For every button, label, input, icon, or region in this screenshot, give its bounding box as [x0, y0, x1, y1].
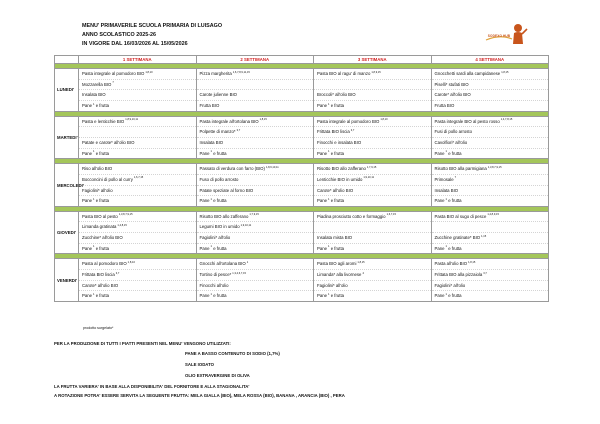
- dish-name: Frittata BIO alla pizzaiola: [434, 272, 483, 278]
- dish-line: [314, 270, 431, 281]
- dish-name: Pasta all'olio BIO: [434, 261, 468, 267]
- dish-line: [314, 149, 431, 159]
- dish-line: [432, 196, 549, 206]
- dish-line: [314, 175, 431, 186]
- dish-line: [432, 80, 549, 91]
- allergen-codes: 1,9,10,11: [240, 224, 252, 228]
- dish-line: [197, 270, 314, 281]
- day-row: [55, 116, 549, 158]
- dish-name: Pane: [82, 293, 93, 299]
- dish-line: [79, 127, 196, 138]
- dish-line: [79, 244, 196, 254]
- dish-name: Fagiolini* all'olio: [317, 282, 348, 288]
- dish-suffix: e frutta: [212, 293, 227, 299]
- dish-line: [79, 186, 196, 197]
- week-header: 1 SETTIMANA: [79, 56, 197, 64]
- dish-line: [197, 90, 314, 101]
- dish-line: [197, 233, 314, 244]
- week-header: 3 SETTIMANA: [314, 56, 432, 64]
- dish-name: Pasta integrale all'ortolana BIO: [199, 118, 259, 124]
- dish-line: [314, 90, 431, 101]
- dish-line: [197, 281, 314, 292]
- day-row: [55, 211, 549, 253]
- dish-line: [314, 212, 431, 223]
- allergen-codes: 1: [445, 292, 447, 296]
- menu-cell: [431, 211, 549, 253]
- menu-cell: [196, 164, 314, 206]
- day-label: MARTEDI': [55, 116, 79, 158]
- allergen-codes: 1,6,7,15: [386, 213, 396, 217]
- allergen-codes: 1: [93, 245, 95, 249]
- dish-line: [314, 164, 431, 175]
- dish-line: [314, 69, 431, 80]
- allergen-codes: 3,7: [483, 271, 487, 275]
- dish-line: [79, 196, 196, 206]
- dish-line: [79, 138, 196, 149]
- dish-line: [314, 127, 431, 138]
- dish-name: Patate speziate al forno BIO: [199, 187, 254, 193]
- dish-name: Pasta BIO al sugo di pesce: [434, 213, 487, 219]
- allergen-codes: 1: [93, 102, 95, 106]
- dish-name: Pasta integrale al pomodoro BIO: [317, 118, 380, 124]
- weekly-menu-table: [54, 55, 549, 302]
- dish-name: Pasta integrale BIO al pesto rosso: [434, 118, 500, 124]
- dish-suffix: e frutta: [329, 245, 345, 251]
- allergen-codes: 1: [328, 197, 330, 201]
- dish-line: [197, 259, 314, 270]
- day-label: VENERDI': [55, 259, 79, 301]
- allergen-codes: 1: [328, 150, 330, 154]
- menu-cell: [79, 211, 197, 253]
- dish-name: Piadina prosciutto cotto e formaggio: [317, 213, 386, 219]
- dish-name: Tortino di pesce*: [199, 272, 232, 278]
- day-label: MERCOLEDI': [55, 164, 79, 206]
- ingredient-item: SALE IODATO: [185, 362, 214, 367]
- dish-name: Zucchine gratinate* BIO: [434, 235, 481, 241]
- dish-name: Mozzarella BIO: [82, 81, 112, 87]
- dish-name: Risotto BIO alla parmigiana: [434, 166, 487, 172]
- dish-name: Frutta BIO: [199, 102, 220, 108]
- allergen-codes: 1,8,15: [357, 261, 365, 265]
- allergen-codes: 1: [445, 150, 447, 154]
- dish-name: Limanda gratinata: [82, 224, 117, 230]
- dish-name: Pane: [199, 245, 210, 251]
- allergen-codes: 1,8,15: [259, 118, 267, 122]
- week-header: 2 SETTIMANA: [196, 56, 314, 64]
- dish-line: [197, 164, 314, 175]
- menu-title: MENU' PRIMAVERILE SCUOLA PRIMARIA DI LUISAGO: [82, 23, 223, 29]
- menu-cell: [431, 259, 549, 301]
- dish-line: [79, 233, 196, 244]
- dish-name: Risotto BIO allo zafferano: [199, 213, 249, 219]
- dish-line: [79, 270, 196, 281]
- dish-suffix: e frutta: [94, 150, 110, 156]
- dish-name: Finocchi all'olio: [199, 282, 229, 288]
- menu-cell: [431, 69, 549, 111]
- dish-name: Passato di verdura con farro (BIO): [199, 166, 265, 172]
- dish-name: Bocconcini di pollo al curry: [82, 176, 133, 182]
- dish-suffix: e frutta: [447, 150, 462, 156]
- dish-name: Pane: [317, 102, 328, 108]
- dish-name: Carote* all'olio BIO: [317, 187, 354, 193]
- dish-suffix: e frutta: [94, 245, 110, 251]
- validity-period: IN VIGORE DAL 16/03/2026 AL 15/05/2026: [82, 41, 188, 47]
- logo-text: SODEXO HUB: [487, 34, 511, 38]
- dish-suffix: e frutta: [94, 293, 110, 299]
- dish-name: Broccoli* all'olio BIO: [317, 92, 356, 98]
- dish-line: [432, 270, 549, 281]
- dish-line: [79, 149, 196, 159]
- allergen-codes: 1,7,9,15: [366, 165, 377, 169]
- dish-line: [79, 259, 196, 270]
- allergen-codes: 1,4,8,9,15: [487, 213, 499, 217]
- dish-line: [79, 101, 196, 111]
- frozen-note: prodotto surgelato*: [83, 326, 114, 330]
- allergen-codes: 1: [93, 197, 95, 201]
- allergen-codes: 1,8,10: [127, 261, 135, 265]
- dish-line: [432, 127, 549, 138]
- allergen-codes: 1,4,7,8,15: [500, 118, 513, 122]
- dish-name: Cavolfiori* all'olio: [434, 139, 468, 145]
- dish-line: [432, 212, 549, 223]
- allergen-codes: 1: [210, 197, 212, 201]
- allergen-codes: 1,9,10,11: [363, 176, 375, 180]
- allergen-codes: 1,15: [481, 234, 487, 238]
- dish-name: Carote* all'olio BIO: [434, 92, 471, 98]
- dish-name: Frittata BIO liscia: [317, 129, 350, 135]
- allergen-codes: 1: [328, 292, 330, 296]
- fruit-note-2: A ROTAZIONE POTRA' ESSERE SERVITA LA SEGUENTE FRUTTA: MELA GIALLA (BIO), MELA ROSSA (BIO), BANANA , ARANCIA (BIO) , PERA: [54, 393, 345, 398]
- dish-line: [432, 244, 549, 254]
- dish-line: [432, 101, 549, 111]
- allergen-codes: 1: [328, 102, 330, 106]
- dish-name: Insalata BIO: [199, 139, 224, 145]
- allergen-codes: 1,3,8,7,9,15: [487, 165, 502, 169]
- dish-line: [197, 138, 314, 149]
- dish-suffix: e frutta: [94, 198, 110, 204]
- dish-name: Patate e carote* all'olio BIO: [82, 139, 135, 145]
- dish-line: [314, 101, 431, 111]
- dish-line: [432, 175, 549, 186]
- dish-suffix: e frutta: [212, 245, 227, 251]
- day-row: [55, 164, 549, 206]
- dish-line: [79, 222, 196, 233]
- dish-name: Limanda* alla livornese: [317, 272, 362, 278]
- fruit-note-1: LA FRUTTA VARIERA' IN BASE ALLA DISPONIBILITA' DEL FORNITORE E ALLA STAGIONALITA': [54, 384, 250, 389]
- day-label: LUNEDI': [55, 69, 79, 111]
- allergen-codes: 1,8,10: [145, 70, 153, 74]
- ingredient-item: OLIO EXTRAVERGINE DI OLIVA: [185, 373, 250, 378]
- dish-name: Pasta BIO agli aromi: [317, 261, 357, 267]
- dish-name: Pasta e lenticchie BIO: [82, 118, 125, 124]
- menu-cell: [196, 116, 314, 158]
- dish-line: [197, 291, 314, 301]
- dish-line: [432, 138, 549, 149]
- allergen-codes: 1,8,9,15: [371, 70, 381, 74]
- dish-line: [432, 186, 549, 197]
- menu-cell: [314, 259, 432, 301]
- dish-suffix: e frutta: [212, 198, 227, 204]
- day-label: GIOVEDI': [55, 211, 79, 253]
- menu-cell: [314, 69, 432, 111]
- week-header-row: [55, 56, 549, 64]
- dish-name: Pane: [317, 245, 328, 251]
- dish-name: Frittata BIO liscia: [82, 272, 115, 278]
- dish-line: [314, 196, 431, 206]
- dish-suffix: e frutta: [447, 245, 462, 251]
- dish-line: [432, 90, 549, 101]
- allergen-codes: 3,7: [350, 128, 355, 132]
- allergen-codes: 1,8,15: [468, 261, 476, 265]
- menu-cell: [79, 69, 197, 111]
- dish-name: Pane: [434, 245, 445, 251]
- dish-line: [197, 175, 314, 186]
- dish-name: Pizza margherita: [199, 71, 232, 77]
- dish-name: Pane: [199, 150, 210, 156]
- dish-suffix: e frutta: [94, 102, 110, 108]
- dish-line: [197, 149, 314, 159]
- dish-line: [314, 259, 431, 270]
- allergen-codes: 1,7,9,15: [249, 213, 259, 217]
- dish-suffix: e frutta: [329, 150, 345, 156]
- dish-name: Carote* all'olio BIO: [82, 282, 119, 288]
- allergen-codes: 1: [246, 261, 249, 265]
- dish-name: Pane: [317, 198, 328, 204]
- dish-name: Pane: [317, 150, 328, 156]
- dish-line: [432, 69, 549, 80]
- dish-name: Pasta integrale al pomodoro BIO: [82, 71, 145, 77]
- dish-name: Pane: [199, 293, 210, 299]
- allergen-codes: 1,8,10: [380, 118, 388, 122]
- allergen-codes: 1,4,8,15: [117, 224, 127, 228]
- allergen-codes: 1,8,9,10,11: [265, 165, 279, 169]
- dish-line: [314, 291, 431, 301]
- dish-name: Risotto BIO allo zafferano: [317, 166, 366, 172]
- dish-line: [314, 222, 431, 233]
- dish-name: Gnocchetti sardi alla campidanese: [434, 71, 501, 77]
- menu-cell: [79, 164, 197, 206]
- allergen-codes: 3,7: [236, 128, 241, 132]
- dish-name: Legumi BIO in umido: [199, 224, 240, 230]
- dish-name: Pane: [82, 245, 93, 251]
- dish-name: Pane: [434, 150, 445, 156]
- dish-suffix: e frutta: [329, 198, 345, 204]
- menu-cell: [196, 259, 314, 301]
- dish-name: Insalata BIO: [434, 187, 459, 193]
- dish-line: [314, 244, 431, 254]
- dish-line: [79, 164, 196, 175]
- dish-name: Pasta BIO al pesto: [82, 213, 118, 219]
- dish-line: [79, 90, 196, 101]
- menu-cell: [79, 259, 197, 301]
- dish-line: [197, 212, 314, 223]
- dish-name: Polpette di manzo*: [199, 129, 236, 135]
- menu-cell: [431, 116, 549, 158]
- dish-line: [79, 69, 196, 80]
- dish-name: Pane: [82, 102, 93, 108]
- allergen-codes: 1: [93, 150, 95, 154]
- week-header: 4 SETTIMANA: [431, 56, 549, 64]
- dish-name: Zucchine* all'olio BIO: [82, 235, 123, 241]
- dish-line: [197, 244, 314, 254]
- dish-line: [79, 281, 196, 292]
- ingredient-item: PANE A BASSO CONTENUTO DI SODIO (1,7%): [185, 351, 280, 356]
- dish-name: Fagiolini* all'olio: [199, 235, 231, 241]
- allergen-codes: 1,8,9,10,11: [125, 118, 139, 122]
- dish-line: [197, 117, 314, 128]
- menu-cell: [79, 116, 197, 158]
- day-row: [55, 259, 549, 301]
- menu-cell: [431, 164, 549, 206]
- dish-suffix: e frutta: [329, 293, 345, 299]
- dish-name: Pane: [317, 293, 328, 299]
- dish-name: Pasta BIO al ragu' di manzo: [317, 71, 371, 77]
- allergen-codes: 1: [210, 292, 212, 296]
- dish-name: Piselli* stufati BIO: [434, 81, 469, 87]
- dish-name: Insalata mista BIO: [317, 235, 353, 241]
- dish-line: [197, 196, 314, 206]
- dish-suffix: e frutta: [212, 150, 227, 156]
- day-row: [55, 69, 549, 111]
- dish-line: [432, 117, 549, 128]
- dish-name: Fuso di pollo arrosto: [199, 176, 239, 182]
- dish-line: [197, 80, 314, 91]
- dish-line: [79, 175, 196, 186]
- dish-line: [197, 127, 314, 138]
- allergen-codes: 1,6,7,15: [133, 176, 144, 180]
- corner-cell: [55, 56, 79, 64]
- allergen-codes: 1,6,7,8,9,11,15: [232, 70, 250, 74]
- allergen-codes: 3,7: [115, 271, 120, 275]
- allergen-codes: 4: [362, 271, 364, 275]
- dish-line: [79, 117, 196, 128]
- menu-cell: [314, 116, 432, 158]
- dish-name: Insalata BIO: [82, 92, 106, 98]
- dish-name: Pane: [434, 293, 445, 299]
- school-year: ANNO SCOLASTICO 2025-26: [82, 32, 156, 38]
- dish-name: Pane: [82, 150, 93, 156]
- allergen-codes: 1: [210, 150, 212, 154]
- dish-line: [314, 138, 431, 149]
- dish-suffix: e frutta: [447, 293, 462, 299]
- dish-line: [432, 149, 549, 159]
- dish-name: Pane: [434, 198, 445, 204]
- allergen-codes: 1: [328, 245, 330, 249]
- dish-line: [79, 212, 196, 223]
- dish-line: [432, 222, 549, 233]
- allergen-codes: 1,3,8,7,9,15: [118, 213, 133, 217]
- sodexo-logo: [482, 20, 528, 50]
- ingredients-intro: PER LA PRODUZIONE DI TUTTI I PIATTI PRESENTI NEL MENU' VENGONO UTILIZZATI:: [54, 341, 231, 346]
- allergen-codes: 1: [445, 197, 447, 201]
- dish-name: Carote julienne BIO: [199, 92, 237, 98]
- dish-line: [79, 291, 196, 301]
- dish-name: Pane: [199, 198, 210, 204]
- allergen-codes: 1: [445, 245, 447, 249]
- dish-line: [197, 186, 314, 197]
- document-header: [82, 22, 222, 49]
- dish-line: [314, 233, 431, 244]
- dish-name: Fagiolini* all'olio: [82, 187, 113, 193]
- dish-line: [197, 222, 314, 233]
- dish-suffix: e frutta: [329, 102, 345, 108]
- dish-suffix: e frutta: [447, 198, 462, 204]
- dish-line: [314, 117, 431, 128]
- dish-line: [314, 80, 431, 91]
- dish-name: Pane: [82, 198, 93, 204]
- dish-name: Frutta BIO: [434, 102, 455, 108]
- dish-name: Primosale: [434, 176, 454, 182]
- dish-line: [432, 233, 549, 244]
- allergen-codes: 7: [112, 81, 114, 85]
- dish-line: [432, 164, 549, 175]
- menu-cell: [196, 211, 314, 253]
- dish-line: [432, 281, 549, 292]
- allergen-codes: 7: [454, 176, 457, 180]
- menu-cell: [196, 69, 314, 111]
- dish-line: [432, 259, 549, 270]
- dish-line: [314, 281, 431, 292]
- dish-line: [432, 291, 549, 301]
- dish-line: [197, 69, 314, 80]
- allergen-codes: 1: [93, 292, 95, 296]
- dish-name: Pasta al pomodoro BIO: [82, 261, 127, 267]
- menu-cell: [314, 211, 432, 253]
- allergen-codes: 1,3,4,6,7,15: [232, 271, 246, 275]
- dish-name: Riso all'olio BIO: [82, 166, 113, 172]
- dish-name: Lenticchie BIO in umido: [317, 176, 363, 182]
- dish-name: Gnocchi all'ortolana BIO: [199, 261, 246, 267]
- dish-line: [197, 101, 314, 111]
- dish-name: Finocchi e insalata BIO: [317, 139, 362, 145]
- allergen-codes: 1,8,15: [501, 70, 509, 74]
- allergen-codes: 1: [210, 245, 212, 249]
- dish-line: [314, 186, 431, 197]
- dish-name: Fusi di pollo arrosto: [434, 129, 472, 135]
- menu-cell: [314, 164, 432, 206]
- dish-name: Fagiolini* all'olio: [434, 282, 466, 288]
- dish-line: [79, 80, 196, 91]
